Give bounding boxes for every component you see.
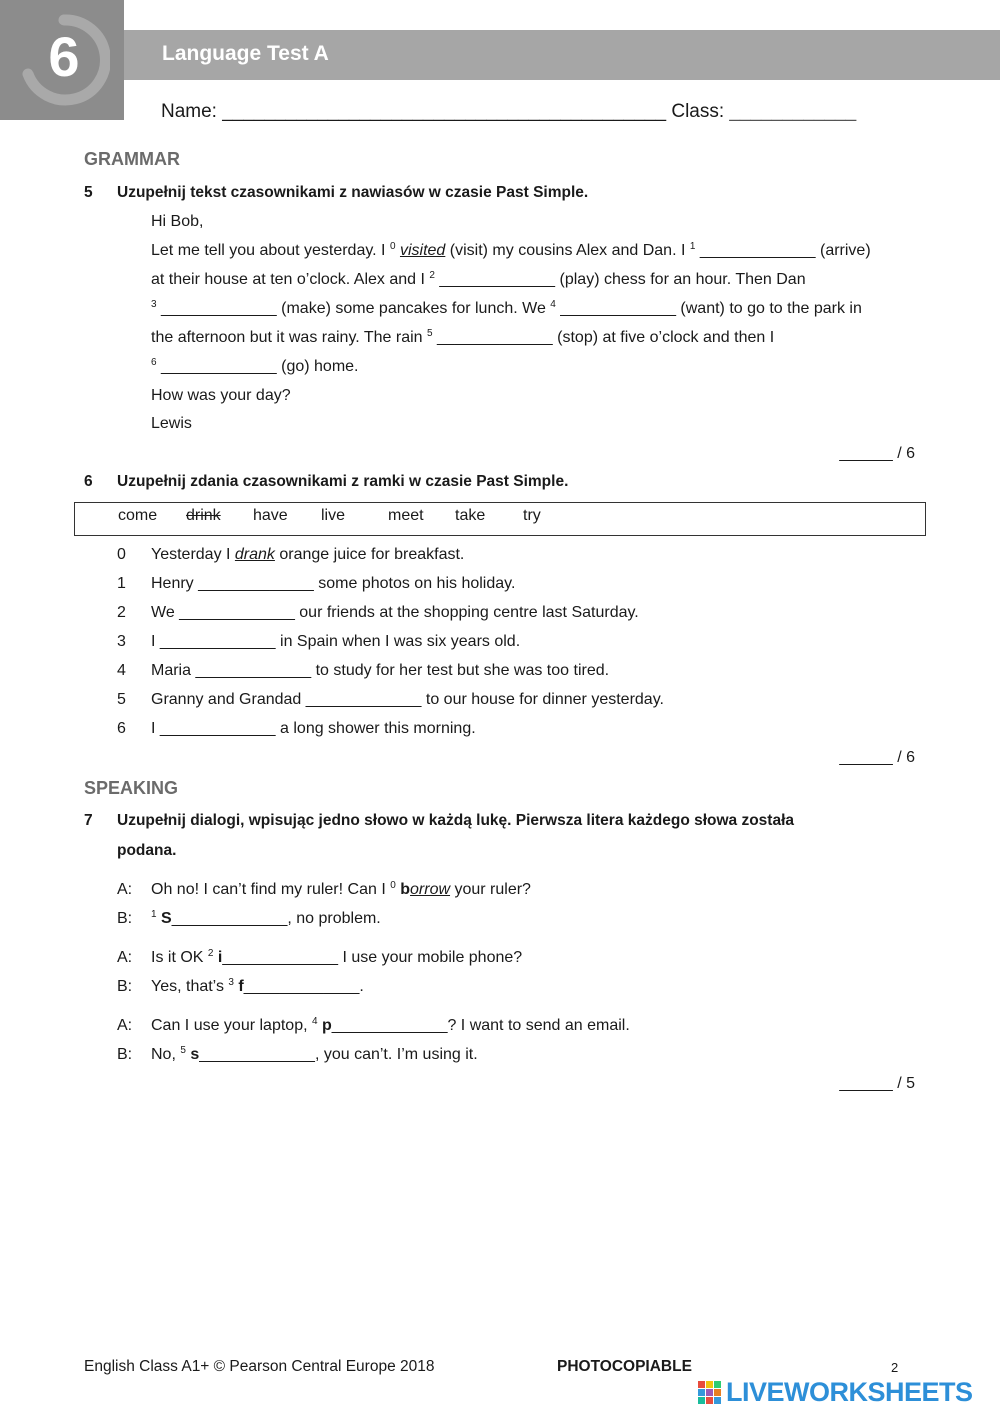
ex5-line-3: at their house at ten o’clock. Alex and I $^2$ _____________ (play) chess for an hour. Then Dan [151, 270, 806, 288]
word-take: take [455, 507, 486, 524]
ex6-item-5[interactable]: Granny and Grandad _____________ to our house for dinner yesterday. [151, 691, 664, 708]
ex6-instruction-text: Uzupełnij zdania czasownikami z ramki w czasie Past Simple. [117, 473, 569, 490]
ex6-item-number: 2 [117, 604, 126, 621]
ex7-score[interactable]: ______ / 5 [839, 1075, 915, 1092]
ex5-line-6: $^6$ _____________ (go) home. [151, 357, 359, 375]
ex7-dialogue-3a[interactable]: Can I use your laptop, $^4$ p_____________? I want to send an email. [151, 1016, 630, 1034]
ex7-example-answer: orrow [410, 881, 451, 898]
word-drink: drink [186, 507, 221, 524]
speaker-label: A: [117, 1017, 133, 1034]
ex6-item-3[interactable]: I _____________ in Spain when I was six years old. [151, 633, 521, 650]
ex6-example-answer: drank [234, 546, 275, 563]
ex6-item-number: 1 [117, 575, 126, 592]
ex7-dialogue-2a[interactable]: Is it OK $^2$ i_____________ I use your mobile phone? [151, 948, 523, 966]
name-label: Name: [161, 101, 217, 122]
ex6-item-number: 4 [117, 662, 126, 679]
ex5-gap-3[interactable]: _____________ (make) some pancakes for lunch. We [156, 300, 551, 317]
ex5-example-answer: visited [399, 242, 446, 259]
grammar-heading: GRAMMAR [84, 149, 180, 169]
footer-photocopiable: PHOTOCOPIABLE [557, 1358, 692, 1375]
ex6-item-2[interactable]: We _____________ our friends at the shopping centre last Saturday. [151, 604, 639, 621]
ex6-score[interactable]: ______ / 6 [839, 749, 915, 766]
ex6-number: 6 [84, 473, 93, 490]
ex6-instruction [84, 473, 568, 491]
page-title: Language Test A [162, 42, 329, 65]
ex7-dialogue-1b[interactable]: $^1$ S_____________, no problem. [151, 909, 381, 927]
ex7-instruction-cont: podana. [117, 842, 177, 859]
class-field[interactable]: ____________ [729, 101, 857, 122]
ex5-question: How was your day? [151, 387, 291, 404]
ex5-signature: Lewis [151, 415, 192, 432]
word-come: come [118, 507, 158, 524]
speaking-heading: SPEAKING [84, 778, 179, 798]
ex6-item-number: 6 [117, 720, 126, 737]
word-have: have [253, 507, 288, 524]
footer-copyright: English Class A1+ © Pearson Central Europe 2018 [84, 1358, 435, 1375]
ex5-number: 5 [84, 184, 93, 201]
ex6-item-0: Yesterday I drank orange juice for breakfast. [151, 546, 465, 563]
ex5-instruction-text: Uzupełnij tekst czasownikami z nawiasów w czasie Past Simple. [117, 184, 589, 201]
ex6-item-number: 3 [117, 633, 126, 650]
speaker-label: A: [117, 949, 133, 966]
speaker-label: B: [117, 910, 133, 927]
ex7-dialogue-3b[interactable]: No, $^5$ s_____________, you can’t. I’m using it. [151, 1045, 478, 1063]
word-box [74, 502, 926, 536]
liveworksheets-logo[interactable] [698, 1377, 994, 1407]
ex7-number: 7 [84, 812, 93, 829]
name-class-line [161, 101, 856, 123]
ex5-greeting: Hi Bob, [151, 213, 204, 230]
speaker-label: B: [117, 1046, 133, 1063]
ex5-gap-5[interactable]: _____________ (stop) at five o’clock and then I [432, 329, 775, 346]
word-try: try [523, 507, 541, 524]
unit-number: 6 [48, 25, 80, 88]
ex6-item-1[interactable]: Henry _____________ some photos on his holiday. [151, 575, 516, 592]
word-live: live [321, 507, 346, 524]
name-field[interactable]: __________________________________________ [222, 101, 667, 122]
liveworksheets-blocks-icon [698, 1381, 722, 1405]
page-number: 2 [891, 1360, 899, 1375]
ex5-line-2: Let me tell you about yesterday. I $^0$ visited (visit) my cousins Alex and Dan. I $^1$ _____________ (arrive) [151, 241, 871, 259]
ex5-line-5: the afternoon but it was rainy. The rain $^5$ _____________ (stop) at five o’clock and then I [151, 328, 775, 346]
word-meet: meet [388, 507, 424, 524]
ex6-item-number: 0 [117, 546, 126, 563]
ex5-line-4: $^3$ _____________ (make) some pancakes for lunch. We $^4$ _____________ (want) to go to the park in [151, 299, 862, 317]
speaker-label: A: [117, 881, 133, 898]
ex7-instruction [84, 812, 794, 830]
ex6-item-number: 5 [117, 691, 126, 708]
ex5-gap-2[interactable]: _____________ (play) chess for an hour. Then Dan [434, 271, 806, 288]
ex6-item-6[interactable]: I _____________ a long shower this morning. [151, 720, 476, 737]
liveworksheets-text: LIVEWORKSHEETS [726, 1377, 973, 1407]
title-bar [124, 30, 1000, 80]
ex5-gap-6[interactable]: _____________ (go) home. [156, 358, 359, 375]
ex5-score[interactable]: ______ / 6 [839, 445, 915, 462]
ex5-gap-4[interactable]: _____________ (want) to go to the park in [555, 300, 862, 317]
class-label: Class: [671, 101, 725, 122]
ex7-instruction-text: Uzupełnij dialogi, wpisując jedno słowo w każdą lukę. Pierwsza litera każdego słowa została [117, 812, 795, 829]
speaker-label: B: [117, 978, 133, 995]
ex5-instruction [84, 184, 588, 202]
ex7-dialogue-1a: Oh no! I can’t find my ruler! Can I $^0$ borrow your ruler? [151, 880, 531, 898]
ex5-gap-1[interactable]: _____________ (arrive) [695, 242, 871, 259]
ex6-item-4[interactable]: Maria _____________ to study for her test but she was too tired. [151, 662, 610, 679]
ex7-dialogue-2b[interactable]: Yes, that’s $^3$ f_____________. [151, 977, 364, 995]
